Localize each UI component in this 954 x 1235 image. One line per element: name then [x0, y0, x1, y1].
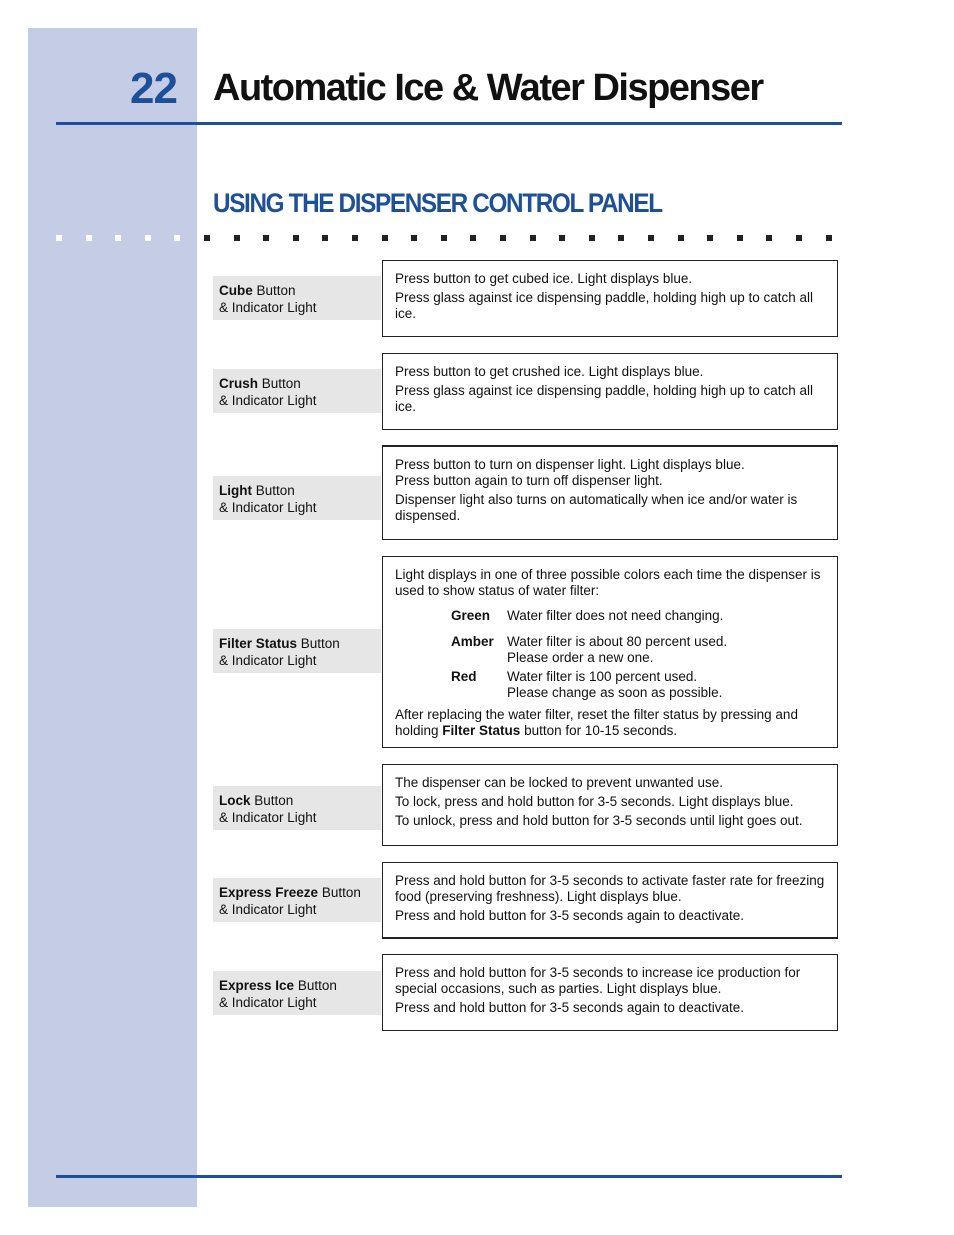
- divider-dot: [86, 235, 92, 241]
- divider-dot: [234, 235, 240, 241]
- reset-text-end: button for 10-15 seconds.: [520, 723, 678, 738]
- control-subtitle: & Indicator Light: [219, 810, 317, 825]
- divider-dot: [826, 235, 832, 241]
- description-text: Press and hold button for 3-5 seconds to increase ice production for special occasions, such as parties. Light displays blue.: [395, 965, 801, 996]
- divider-dot: [263, 235, 269, 241]
- description-text: [395, 707, 825, 739]
- control-name: Light: [219, 483, 252, 498]
- divider-dot: [382, 235, 388, 241]
- control-subtitle: & Indicator Light: [219, 653, 317, 668]
- label-lock: [213, 786, 381, 830]
- description-cube: [382, 260, 838, 337]
- divider-dot: [411, 235, 417, 241]
- divider-dot: [145, 235, 151, 241]
- label-filter-status: [213, 629, 381, 673]
- control-suffix: Button: [252, 283, 296, 298]
- control-subtitle: & Indicator Light: [219, 902, 317, 917]
- control-subtitle: & Indicator Light: [219, 500, 317, 515]
- sidebar-band: [28, 28, 197, 1207]
- description-light: [382, 445, 838, 540]
- description-text: Press and hold button for 3-5 seconds again to deactivate.: [395, 908, 744, 923]
- description-text: The dispenser can be locked to prevent unwanted use.: [395, 775, 723, 790]
- divider-dot: [707, 235, 713, 241]
- control-suffix: Button: [318, 885, 361, 900]
- description-text: Press glass against ice dispensing paddle, holding high up to catch all ice.: [395, 290, 814, 321]
- divider-dot: [500, 235, 506, 241]
- control-name: Cube: [219, 283, 253, 298]
- divider-dot: [322, 235, 328, 241]
- description-lock: [382, 764, 838, 846]
- status-text: Water filter does not need changing.: [507, 608, 724, 623]
- control-name: Express Freeze: [219, 885, 319, 900]
- control-subtitle: & Indicator Light: [219, 995, 317, 1010]
- status-color: Green: [451, 608, 491, 623]
- divider-dot: [678, 235, 684, 241]
- divider-dot: [796, 235, 802, 241]
- control-name: Filter Status: [219, 636, 298, 651]
- status-color: Red: [451, 669, 477, 684]
- control-suffix: Button: [258, 376, 301, 391]
- control-suffix: Button: [297, 636, 340, 651]
- divider-dot: [589, 235, 595, 241]
- divider-dot: [293, 235, 299, 241]
- description-text: Light displays in one of three possible colors each time the dispenser is used to show status of water filter:: [395, 567, 821, 598]
- description-text: Press glass against ice dispensing paddle, holding high up to catch all ice.: [395, 383, 814, 414]
- divider-dot: [352, 235, 358, 241]
- status-row-red: [395, 669, 825, 701]
- description-text: Press and hold button for 3-5 seconds again to deactivate.: [395, 1000, 744, 1015]
- status-color: Amber: [451, 634, 494, 649]
- divider-dot: [204, 235, 210, 241]
- control-subtitle: & Indicator Light: [219, 300, 317, 315]
- control-name: Express Ice: [219, 978, 295, 993]
- divider-dot: [441, 235, 447, 241]
- description-filter-status: [382, 556, 838, 748]
- control-subtitle: & Indicator Light: [219, 393, 317, 408]
- description-express-ice: [382, 954, 838, 1031]
- description-text: Press and hold button for 3-5 seconds to activate faster rate for freezing food (preserving freshness). Light displays blue.: [395, 873, 825, 904]
- divider-dot: [737, 235, 743, 241]
- status-row-amber: [395, 634, 825, 666]
- description-crush: [382, 353, 838, 430]
- footer-rule: [56, 1175, 842, 1178]
- page-number: 22: [130, 64, 177, 113]
- reset-text-start: After replacing the water filter, reset the filter status by pressing and holding: [395, 707, 798, 738]
- description-express-freeze: [382, 862, 838, 939]
- control-suffix: Button: [252, 483, 295, 498]
- divider-dot: [470, 235, 476, 241]
- control-suffix: Button: [294, 978, 337, 993]
- description-text: Press button again to turn off dispenser light.: [395, 473, 663, 488]
- control-suffix: Button: [250, 793, 294, 808]
- section-title: USING THE DISPENSER CONTROL PANEL: [213, 188, 662, 218]
- status-row-green: [395, 608, 825, 624]
- divider-dot: [559, 235, 565, 241]
- divider-dot: [174, 235, 180, 241]
- label-cube: [213, 276, 381, 320]
- description-text: Press button to get cubed ice. Light displays blue.: [395, 271, 693, 286]
- divider-dot: [56, 235, 62, 241]
- divider-dot: [618, 235, 624, 241]
- header-rule: [56, 122, 842, 125]
- description-text: Dispenser light also turns on automatically when ice and/or water is dispensed.: [395, 492, 798, 523]
- label-express-ice: [213, 971, 381, 1015]
- page-title: Automatic Ice & Water Dispenser: [213, 67, 763, 109]
- divider-dot: [648, 235, 654, 241]
- label-light: [213, 476, 381, 520]
- reset-text-bold: Filter Status: [442, 723, 521, 738]
- status-text: Water filter is about 80 percent used. Please order a new one.: [507, 634, 728, 665]
- description-text: Press button to turn on dispenser light. Light displays blue.: [395, 457, 745, 472]
- control-name: Lock: [219, 793, 251, 808]
- divider-dot: [115, 235, 121, 241]
- divider-dot: [766, 235, 772, 241]
- label-crush: [213, 369, 381, 413]
- label-express-freeze: [213, 878, 381, 922]
- description-text: To lock, press and hold button for 3-5 seconds. Light displays blue.: [395, 794, 794, 809]
- status-text: Water filter is 100 percent used. Please change as soon as possible.: [507, 669, 723, 700]
- description-text: To unlock, press and hold button for 3-5 seconds until light goes out.: [395, 813, 803, 828]
- control-name: Crush: [219, 376, 259, 391]
- description-text: Press button to get crushed ice. Light displays blue.: [395, 364, 704, 379]
- divider-dot: [530, 235, 536, 241]
